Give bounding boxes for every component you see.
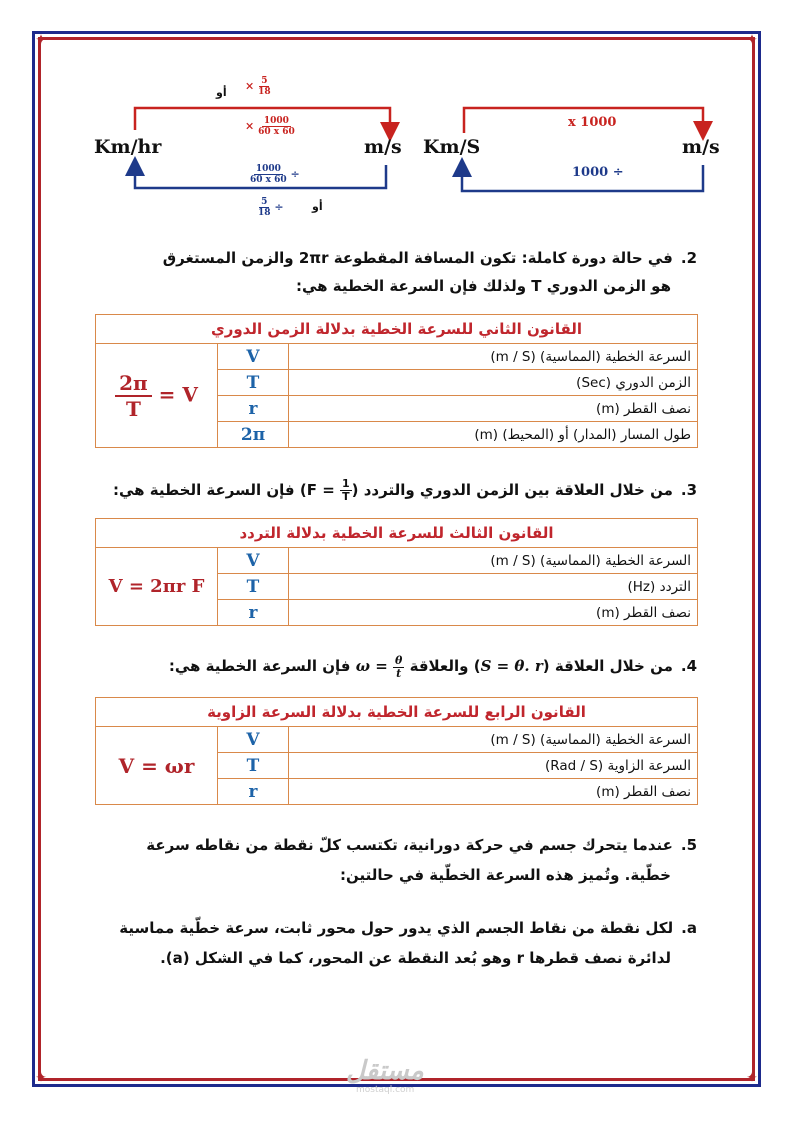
fraction-theta-t	[393, 655, 404, 680]
law-table-period	[95, 314, 698, 448]
formula-cell	[96, 344, 218, 448]
table-cell-desc: السرعة الزاوية (Rad / S)	[289, 753, 698, 779]
frac-den: T	[125, 396, 141, 421]
paragraph-text: لكل نقطة من نقاط الجسم الذي يدور حول محور ثابت، سرعة خطّية مماسية	[119, 919, 674, 937]
paragraph-text: لدائرة نصف قطرها r وهو بُعد النقطة عن المحور، كما في الشكل (a).	[160, 949, 671, 967]
paragraph-text: هو الزمن الدوري T ولذلك فإن السرعة الخطية هي:	[295, 277, 671, 295]
divide-sign: ÷	[274, 200, 284, 214]
paragraph-number: 3.	[680, 481, 697, 499]
arc-relation: S = θ. r	[480, 657, 543, 675]
paragraph-2-line1	[97, 244, 697, 272]
relation-lhs: F =	[306, 481, 335, 499]
table-title: القانون الثالث للسرعة الخطية بدلالة التردد	[96, 519, 698, 548]
corner-ornament-icon: ✦	[35, 32, 47, 48]
table-cell-desc: الزمن الدوري (Sec)	[289, 370, 698, 396]
frequency-relation	[306, 477, 352, 503]
frac-num: 5	[261, 197, 268, 207]
frac-den: t	[396, 666, 402, 680]
or-label-bottom: أو	[312, 200, 323, 213]
table-cell-desc: نصف القطر (m)	[289, 396, 698, 422]
table-row	[96, 344, 698, 370]
angular-relation	[355, 653, 405, 680]
factor-div1000: 1000 ÷	[572, 165, 624, 180]
formula-cell: V = ωr	[96, 727, 218, 805]
paragraph-text: ) والعلاقة	[409, 657, 481, 675]
frac-den: 60 x 60	[250, 175, 287, 185]
table-title: القانون الثاني للسرعة الخطية بدلالة الزمن الدوري	[96, 315, 698, 344]
law-table-frequency	[95, 518, 698, 626]
unit-kmhr: Km/hr	[94, 136, 162, 158]
table-title: القانون الرابع للسرعة الخطية بدلالة السرعة الزاوية	[96, 698, 698, 727]
multiply-sign: ×	[245, 79, 255, 93]
table-row	[96, 727, 698, 753]
watermark-url: mostaql.com	[356, 1085, 415, 1095]
table-cell-desc: السرعة الخطية (المماسية) (m / S)	[289, 727, 698, 753]
table-row	[96, 548, 698, 574]
fraction-1000-3600	[250, 164, 287, 185]
paragraph-a	[97, 913, 697, 973]
paragraph-text: فإن السرعة الخطية هي:	[168, 657, 351, 675]
table-cell-desc: نصف القطر (m)	[289, 600, 698, 626]
paragraph-number: 4.	[680, 657, 697, 675]
divide-sign: ÷	[290, 167, 300, 181]
paragraph-text: من خلال العلاقة (	[542, 657, 673, 675]
paragraph-number: 2.	[680, 249, 697, 267]
paragraph-5-line2	[97, 860, 671, 890]
paragraph-text: عندما يتحرك جسم في حركة دورانية، تكتسب كلّ نقطة من نقاطه سرعة	[146, 836, 673, 854]
frac-num: 1	[342, 477, 350, 490]
paragraph-a-line1	[97, 913, 697, 943]
table-cell-symbol: r	[218, 600, 289, 626]
inverse-factor-1000-3600	[250, 164, 300, 185]
corner-ornament-icon: ✦	[35, 1070, 47, 1086]
corner-ornament-icon: ✦	[746, 1070, 758, 1086]
table-cell-symbol: r	[218, 396, 289, 422]
fraction-5-18	[258, 197, 271, 218]
frac-den: 18	[258, 87, 271, 97]
paragraph-4	[97, 652, 697, 680]
frac-num: 2π	[115, 371, 152, 397]
fraction-5-18	[258, 76, 271, 97]
paragraph-text: خطّية. وتُميز هذه السرعة الخطّية في حالتين:	[339, 866, 671, 884]
table-cell-symbol: V	[218, 548, 289, 574]
corner-ornament-icon: ✦	[746, 32, 758, 48]
paragraph-2-line2	[97, 272, 671, 300]
factor-x1000: x 1000	[568, 115, 617, 130]
unit-ms: m/s	[364, 136, 402, 158]
conversion-diagram-kmhr	[90, 70, 420, 230]
paragraph-number: a.	[681, 919, 697, 937]
table-cell-symbol: T	[218, 370, 289, 396]
frac-num: 5	[261, 76, 268, 86]
table-cell-desc: التردد (Hz)	[289, 574, 698, 600]
paragraph-5	[97, 830, 697, 890]
frac-num: 1000	[263, 116, 289, 126]
watermark-logo: مستقل	[346, 1056, 424, 1086]
fraction-1-T	[340, 478, 352, 503]
frac-den: 18	[258, 208, 271, 218]
table-cell-symbol: V	[218, 344, 289, 370]
conversion-diagram-kms	[420, 95, 730, 205]
paragraph-text: من خلال العلاقة بين الزمن الدوري والتردد (	[351, 481, 673, 499]
or-label-top: أو	[216, 86, 227, 99]
table-cell-symbol: r	[218, 779, 289, 805]
paragraph-a-line2	[97, 943, 671, 973]
conversion-factor-1000-3600	[245, 116, 295, 137]
unit-ms: m/s	[682, 136, 720, 158]
frac-den: T	[342, 490, 350, 503]
unit-kms: Km/S	[423, 136, 481, 158]
table-cell-desc: نصف القطر (m)	[289, 779, 698, 805]
table-cell-desc: السرعة الخطية (المماسية) (m / S)	[289, 344, 698, 370]
inverse-factor-5-18	[258, 197, 284, 218]
table-cell-desc: السرعة الخطية (المماسية) (m / S)	[289, 548, 698, 574]
paragraph-5-line1	[97, 830, 697, 860]
table-cell-symbol: 2π	[218, 422, 289, 448]
table-cell-symbol: T	[218, 753, 289, 779]
multiply-sign: ×	[245, 119, 255, 133]
paragraph-number: 5.	[680, 836, 697, 854]
frac-num: θ	[395, 653, 403, 667]
formula-fraction	[115, 371, 152, 421]
paragraph-text: في حالة دورة كاملة: تكون المسافة المقطوعة 2πr والزمن المستغرق	[162, 249, 673, 267]
law-table-angular	[95, 697, 698, 805]
table-cell-symbol: V	[218, 727, 289, 753]
paragraph-text: ) فإن السرعة الخطية هي:	[113, 481, 307, 499]
formula-cell: V = 2πr F	[96, 548, 218, 626]
formula-lhs: V =	[158, 382, 198, 406]
frac-num: 1000	[255, 164, 281, 174]
paragraph-2	[97, 244, 697, 300]
frac-den: 60 x 60	[258, 127, 295, 137]
table-cell-symbol: T	[218, 574, 289, 600]
table-cell-desc: طول المسار (المدار) أو (المحيط) (m)	[289, 422, 698, 448]
conversion-factor-5-18	[245, 76, 271, 97]
paragraph-3	[97, 476, 697, 504]
fraction-1000-3600	[258, 116, 295, 137]
relation-lhs: ω =	[355, 657, 388, 675]
